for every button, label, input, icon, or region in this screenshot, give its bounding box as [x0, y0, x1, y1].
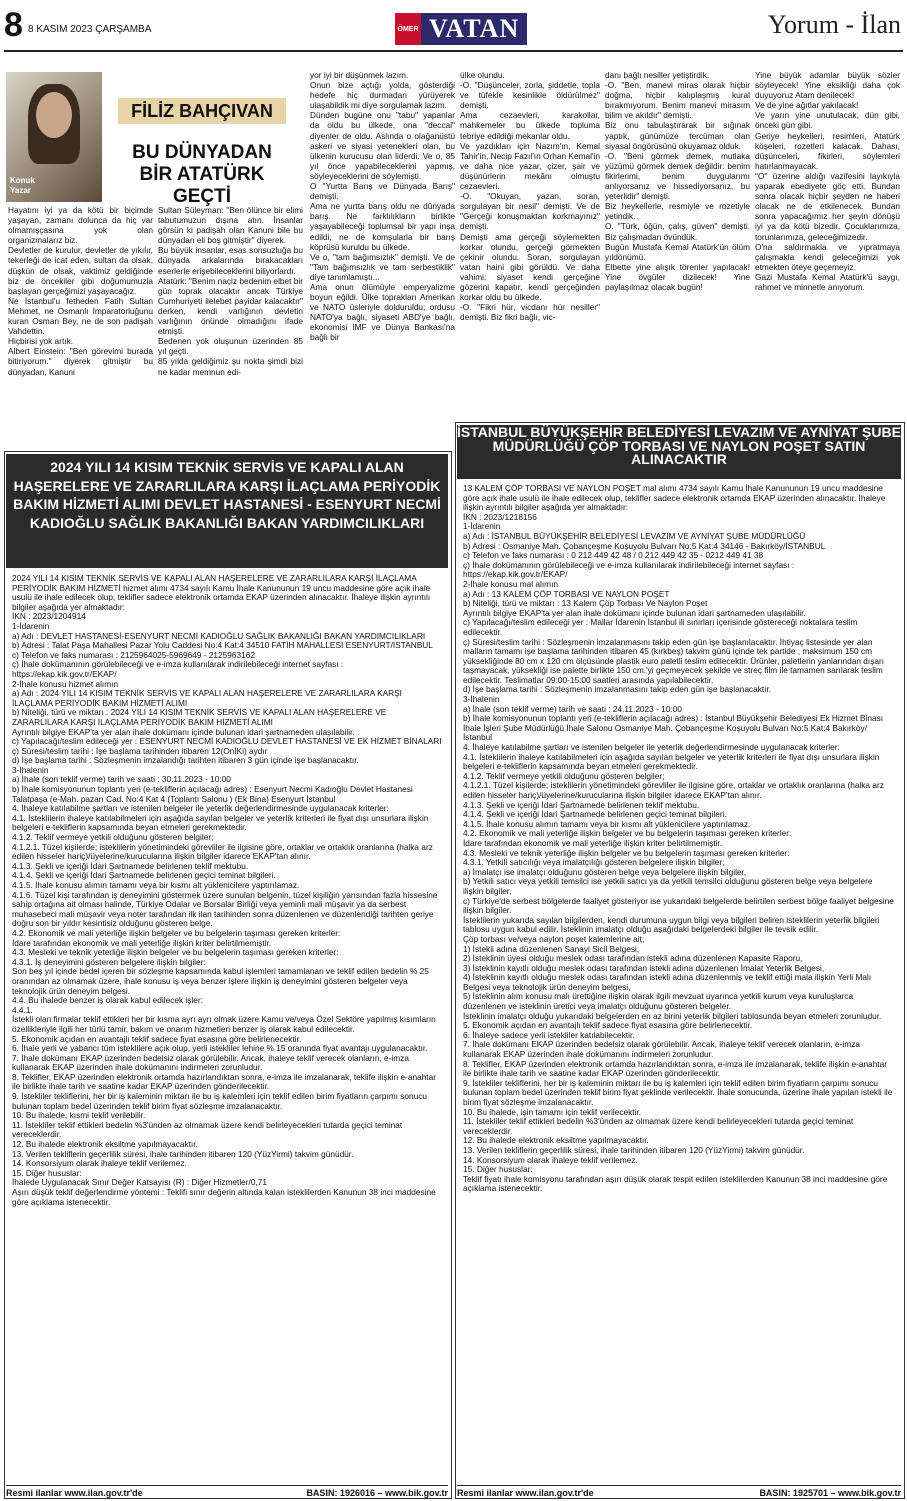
article-title: BU DÜNYADAN BİR ATATÜRK GEÇTİ — [132, 142, 272, 207]
ad-left-footer-left: Resmi ilanlar www.ilan.gov.tr'de — [6, 1488, 143, 1498]
author-photo: Konuk Yazar — [6, 72, 102, 202]
ad-right-footer-left: Resmi ilanlar www.ilan.gov.tr'de — [457, 1488, 594, 1498]
issue-date: 8 KASIM 2023 ÇARŞAMBA — [28, 24, 152, 35]
logo-badge: ÖMER — [395, 13, 421, 45]
article-column-1: Hayatını iyi ya da kötü bir biçimde yaşayan, zamanı dolunca da hiç var olmamışçasına yok olan organizmalarız biz. Devletler de kurulur, devletler de yıkılır, tekerleği de icat eden, sultan da olsak, düşkün de olsak, vaktimiz geldiğinde biz de öncekiler gibi doğumumuzla başlayan gerçeğimizi yaşayacağız. Ne İstanbul'u fetheden Fatih Sultan Mehmet, ne Osmanlı İmparatorluğunu kuran Osman Bey, ne de son padişah Vahdettin. Hiçbirisi yok artık. Albert Einstein: "Ben görevimi burada bitiriyorum." diyerek gitmiştir bu dünyadan, Kanuni — [8, 205, 153, 377]
ad-left-body: 2024 YILI 14 KISIM TEKNİK SERVİS VE KAPALI ALAN HAŞERELERE VE ZARARLILARA KARŞI İLAÇLAMA PERİYODİK BAKIM HİZMETİ hizmet alımı 4734 sayılı Kamu İhale Kanununun 19 uncu maddesine göre açık ihale usulü ile ihale edilecek olup, teklifler sadece elektronik ortamda EKAP üzerinden alınacaktır. İhaleye ilişkin ayrıntılı bilgiler aşağıda yer almaktadır: İKN : 2023/1204914 1-İdarenin a) Adı : DEVLET HASTANESİ-ESENYURT NECMİ KADIOĞLU SAĞLIK BAKANLIĞI BAKAN YARDIMCILIKLARI b) Adresi : Talat Paşa Mahallesi Pazar Yolu Caddesi No:4 Kat:4 34510 FATİH MAHALLESİ ESENYURT/İSTANBUL c) Telefon ve faks numarası : 2125964025-5969649 - 2125963162 ç) İhale dokümanının görülebileceği ve e-imza kullanılarak indirilebileceği internet sayfası : https://ekap.kik.gov.tr/EKAP/ 2-İhale konusu hizmet alımın a) Adı : 2024 YILI 14 KISIM TEKNİK SERVİS VE KAPALI ALAN HAŞERELERE VE ZARARLILARA KARŞI İLAÇLAMA PERİYODİK BAKIM HİZMETİ ALIMI b) Niteliği, türü ve miktarı : 2024 YILI 14 KISIM TEKNİK SERVİS VE KAPALI ALAN HAŞERELERE VE ZARARLILARA KARŞI İLAÇLAMA PERİYODİK BAKIM HİZMETİ ALIMI Ayrıntılı bilgiye EKAP'ta yer alan ihale dokümanı içinde bulunan idari şartnameden ulaşılabilir. c) Yapılacağı/teslim edileceği yer : ESENYURT NECMİ KADIOĞLU DEVLET HASTANESİ VE EK HİZMET BİNALARI ç) Süresi/teslim tarihi : İşe başlama tarihinden itibaren 12(OnİKi) aydır d) İşe başlama tarihi : Sözleşmenin imzalandığı tarihten itibaren 3 gün içinde işe başlanacaktır. 3-İhalenin a) İhale (son teklif verme) tarih ve saati : 30.11.2023 - 10:00 b) İhale komisyonunun toplantı yeri (e-tekliflerin açılacağı adres) : Esenyurt Necmi Kadıoğlu Devlet Hastanesi Talatpaşa (e-Mah. pazarı Cad. No:4 Kat 4 (Toplantı Salonu ) (Ek Bina) Esenyurt İstanbul 4. İhaleye katılabilme şartları ve istenilen belgeler ile yeterlik değerlendirmesinde uygulanacak kriterler: 4.1. İsteklilerin ihaleye katılabilmeleri için aşağıda sayılan belgeler ve yeterlik kriterleri ile fiyat dışı unsurlara ilişkin belgeleri e-tekliflerin kapsamında beyan etmeleri gerekmektedir. 4.1.2. Teklif vermeye yetkili olduğunu gösteren belgiler; 4.1.2.1. Tüzel kişilerde; isteklilerin yönetimindeki görevliler ile ilgisine göre, ortaklar ve ortaklık oranlarına (halka arz edilen hisseler hariç)/üyelerine/kurucularına ilişkin bilgiler idarece EKAP'tan alınır. 4.1.3. Şekli ve içeriği İdari Şartnamede belirlenen teklif mektubu. 4.1.4. Şekli ve içeriği İdari Şartnamede belirlenen geçici teminat bilgileri. 4.1.5. İhale konusu alımın tamamı veya bir kısmı alt yüklenicilere yaptırılamaz. 4.1.6. Tüzel kişi tarafından iş deneyimini göstermek üzere sunulan belgenin, tüzel kişiliğin yarısından fazla hissesine sahip ortağına ait olması halinde, Türkiye Odalar ve Borsalar Birliği veya yeminli mali müşavir ya da serbest muhasebeci mali müşavir veya noter tarafından ilk ilan tarihinden sonra düzenlenen ve düzenlendiği tarihten geriye doğru son bir yıldır kesintisiz olduğunu gösteren belge. 4.2. Ekonomik ve mali yeterliğe ilişkin belgeler ve bu belgelerin taşıması gereken kriterler: İdare tarafından ekonomik ve mali yeterliğe ilişkin kriter belirtilmemiştir. 4.3. Mesleki ve teknik yeterliğe ilişkin belgeler ve bu belgelerin taşıması gereken kriterler: 4.3.1. İş deneyimini gösteren belgelere ilişkin bilgiler: Son beş yıl içinde bedel içeren bir sözleşme kapsamında kabul işlemleri tamamlanan ve teklif edilen bedelin % 25 oranından az olmamak üzere, ihale konusu iş veya benzer işlere ilişkin iş deneyimini gösteren belgeler veya teknolojik ürün deneyim belgesi. 4.4. Bu ihalede benzer iş olarak kabul edilecek işler: 4.4.1. İstekli olan firmalar teklif ettikleri her bir kısma ayrı ayrı olmak üzere Kamu ve/veya Özel Sektöre yapılmış kısımların özellikleriyle ilgili her türlü tamir, bakım ve onarım hizmetleri benzer iş olarak kabul edilecektir. 5. Ekonomik açıdan en avantajlı teklif sadece fiyat esasına göre belirlenecektir. 6. İhale yerli ve yabancı tüm isteklilere açık olup, yerli istekliler lehine % 15 oranında fiyat avantajı uygulanacaktır. 7. İhale dokümanı EKAP üzerinden bedelsiz olarak görülebilir. Ancak, ihaleye teklif verecek olanların, e-imza kullanarak EKAP üzerinden ihale dokümanını indirmeleri zorunludur. 8. Teklifler, EKAP üzerinden elektronik ortamda hazırlandıktan sonra, e-imza ile imzalanarak, teklife ilişkin e-anahtar ile birlikte ihale tarih ve saatine kadar EKAP üzerinden gönderilecektir. 9. İstekliler tekliflerini, her bir iş kaleminin miktarı ile bu iş kalemleri için teklif edilen birim fiyatların çarpımı sonucu bulunan toplam bedel üzerinden teklif birim fiyat sözleşme imzalanacaktır. 10. Bu ihalede, kısmi teklif verilebilir. 11. İstekliler teklif ettikleri bedelin %3'ünden az olmamak üzere kendi belirleyecekleri tutarda geçici teminat vereceklerdir. 12. Bu ihalede elektronik eksiltme yapılmayacaktır. 13. Verilen tekliflerin geçerlilik süresi, ihale tarihinden itibaren 120 (YüzYirmi) takvim günüdür. 14. Konsorsiyum olarak ihaleye teklif verilemez. 15. Diğer hususlar: İhalede Uygulanacak Sınır Değer Katsayısı (R) : Diğer Hizmetler/0,71 Aşırı düşük teklif değerlendirme yöntemi : Teklifi sınır değerin altında kalan isteklilerden Kanunun 38 inci maddesine göre açıklama istenecektir. — [12, 574, 442, 1207]
logo-text: VATAN — [421, 13, 527, 45]
ad-right-footer — [457, 1485, 901, 1500]
ad-right-body: 13 KALEM ÇÖP TORBASI VE NAYLON POŞET mal alımı 4734 sayılı Kamu İhale Kanununun 19 uncu maddesine göre açık ihale usulü ile ihale edilecek olup, teklifler sadece elektronik ortamda EKAP üzerinden alınacaktır. İhaleye ilişkin ayrıntılı bilgiler aşağıda yer almaktadır: İKN : 2023/1218156 1-İdarenin a) Adı : İSTANBUL BÜYÜKŞEHİR BELEDİYESİ LEVAZIM VE AYNİYAT ŞUBE MÜDÜRLÜĞÜ b) Adresi : Osmaniye Mah. Çobançeşme Koşuyolu Bulvarı No:5 Kat:4 34146 - Bakırköy/İSTANBUL c) Telefon ve faks numarası : 0 212 449 42 48 / 0 212 449 42 35 - 0212 449 41 38 ç) İhale dokümanının görülebileceği ve e-imza kullanılarak indirilebileceği internet sayfası : https://ekap.kik.gov.tr/EKAP/ 2-İhale konusu mal alımın a) Adı : 13 KALEM ÇÖP TORBASI VE NAYLON POŞET b) Niteliği, türü ve miktarı : 13 Kalem Çöp Torbası Ve Naylon Poşet Ayrıntılı bilgiye EKAP'ta yer alan ihale dokümanı içinde bulunan idari şartnameden ulaşılabilir. c) Yapılacağı/teslim edileceği yer : Mallar İdarenin İstanbul ili sınırları içerisinde göstereceği noktalara teslim edilecektir. ç) Süresi/teslim tarihi : Sözleşmenin imzalanmasını takip eden gün işe başlanılacaktır. İhtiyaç listesinde yer alan malların tamamı işe başlama tarihinden itibaren 45 (kırkbeş) takvim günü içinde tek partide , maksimum 150 cm yüksekliğinde 80 cm x 120 cm ölçüsünde plastik euro paletli teslim edilecektir. Ürünler, paletlerin yanlarından dışarı taşmayacak, yüksekliği ise palette birlikte 150 cm.'yi geçmeyecek şekilde ve streç film ile tamamen sarılarak teslim edilecektir. Teslimatlar 09:00-15:00 saatleri arasında yapılabilecektir. d) İşe başlama tarihi : Sözleşmenin imzalanmasını takip eden gün işe başlanacaktır. 3-İhalenin a) İhale (son teklif verme) tarih ve saati : 24.11.2023 - 10:00 b) İhale komisyonunun toplantı yeri (e-tekliflerin açılacağı adres) : İstanbul Büyükşehir Belediyesi Ek Hizmet Binası İhale İşleri Şube Müdürlüğü İhale Salonu Osmaniye Mah. Çobançeşme Koşuyolu Bulvarı No:5 Kat:4 Bakırköy/İstanbul 4. İhaleye katılabilme şartları ve istenilen belgeler ile yeterlik değerlendirmesinde uygulanacak kriterler: 4.1. İsteklilerin ihaleye katılabilmeleri için aşağıda sayılan belgeler ve yeterlik kriterleri ile fiyat dışı unsurlara ilişkin belgeleri e-tekliflerin kapsamında beyan etmeleri gerekmektedir. 4.1.2. Teklif vermeye yetkili olduğunu gösteren belgiler; 4.1.2.1. Tüzel kişilerde; isteklilerin yönetimindeki görevliler ile ilgisine göre, ortaklar ve ortaklık oranlarına (halka arz edilen hisseler hariç)/üyelerine/kurucularına ilişkin bilgiler idarece EKAP'tan alınır. 4.1.3. Şekli ve içeriği İdari Şartnamede belirlenen teklif mektubu. 4.1.4. Şekli ve içeriği İdari Şartnamede belirlenen geçici teminat bilgileri. 4.1.5. İhale konusu alımın tamamı veya bir kısmı alt yüklenicilere yaptırılamaz. 4.2. Ekonomik ve mali yeterliğe ilişkin belgeler ve bu belgelerin taşıması gereken kriterler: İdare tarafından ekonomik ve mali yeterliğe ilişkin kriter belirtilmemiştir. 4.3. Mesleki ve teknik yeterliğe ilişkin belgeler ve bu belgelerin taşıması gereken kriterler: 4.3.1. Yetkili satıcılığı veya imalatçılığı gösteren belgelere ilişkin bilgiler; a) İmalatçı ise imalatçı olduğunu gösteren belge veya belgelere ilişkin bilgiler, b) Yetkili satıcı veya yetkili temsilci ise yetkili satıcı ya da yetkili temsilci olduğunu gösteren belge veya belgelere ilişkin bilgiler, c) Türkiye'de serbest bölgelerde faaliyet gösteriyor ise yukarıdaki belgelerde belirtilen serbest bölge faaliyet belgesine ilişkin bilgiler. İsteklilerin yukarıda sayılan bilgilerden, kendi durumuna uygun bilgi veya bilgileri beliren isteklilerin yeterlik bilgileri tablosu uygun kabul edilir. İsteklinin imalatçı olduğu aşağıdaki belgelerdeki bilgiler ile tevsik edilir. Çöp torbası ve/veya naylon poşet kalemlerine ait; 1) İstekli adına düzenlenen Sanayi Sicil Belgesi, 2) İsteklinin üyesi olduğu meslek odası tarafından istekli adına düzenlenen Kapasite Raporu, 3) İsteklinin kayıtlı olduğu meslek odası tarafından istekli adına düzenlenen İmalat Yeterlik Belgesi, 4) İsteklinin kayıtlı olduğu meslek odası tarafından istekli adına düzenlenmiş ve teklif ettiği mala ilişkin Yerli Malı Belgesi veya teknolojik ürün deneyim belgesi, 5) İsteklinin alım konusu malı ürettiğine ilişkin olarak ilgili mevzuat uyarınca yetkili kurum veya kuruluşlarca düzenlenen ve isteklinin üretici veya imalatçı olduğunu gösteren belgeler. İsteklinin imalatçı olduğu yukarıdaki belgelerden en az birini yeterlik bilgileri tablosunda beyan etmeleri zorunludur. 5. Ekonomik açıdan en avantajlı teklif sadece fiyat esasına göre belirlenecektir. 6. İhaleye sadece yerli istekliler katılabilecektir. 7. İhale dokümanı EKAP üzerinden bedelsiz olarak görülebilir. Ancak, ihaleye teklif verecek olanların, e-imza kullanarak EKAP üzerinden ihale dokümanını indirmeleri zorunludur. 8. Teklifler, EKAP üzerinden elektronik ortamda hazırlandıktan sonra, e-imza ile imzalanarak, teklife ilişkin e-anahtar ile birlikte ihale tarih ve saatine kadar EKAP üzerinden gönderilecektir. 9. İstekliler tekliflerini, her bir iş kaleminin miktarı ile bu iş kalemleri için teklif edilen birim fiyatların çarpımı sonucu bulunan toplam bedel üzerinden teklif birim fiyat şeklinde verilecektir. İhale sonucunda, üzerine ihale yapılan istekli ile birim fiyat sözleşme imzalanacaktır. 10. Bu ihalede, işin tamamı için teklif verilecektir. 11. İstekliler teklif ettikleri bedelin %3'ünden az olmamak üzere kendi belirleyecekleri tutarda geçici teminat vereceklerdir. 12. Bu ihalede elektronik eksiltme yapılmayacaktır. 13. Verilen tekliflerin geçerlilik süresi, ihale tarihinden itibaren 120 (YüzYirmi) takvim günüdür. 14. Konsorsiyum olarak ihaleye teklif verilemez. 15. Diğer hususlar: Teklif fiyatı ihale komisyonu tarafından aşırı düşük olarak tespit edilen isteklilerden Kanunun 38 inci maddesine göre açıklama istenecektir. — [463, 484, 894, 1194]
header-divider — [4, 50, 903, 52]
article-column-2: Sultan Süleyman: "Ben ölünce bir elimi tabutumuzun dışına atın. İnsanlar görsün ki padişah olan Kanuni bile bu dünyadan eli boş gitmiştir" diyerek. Bu büyük insanlar, esas sonsuzluğa bu dünyada arkalarında bırakacakları eserlerle erişebileceklerini biliyorlardı. Atatürk: "Benim naçiz bedenim elbet bir gün toprak olacaktır ancak Türkiye Cumhuriyeti ilelebet payidar kalacaktır" derken, kendi varlığının devletin varlığının önünde olmadığını ifade etmişti. Bedenen yok oluşunun üzerinden 85 yıl geçti. 85 yılda geldiğimiz şu nokta şimdi bizi ne kadar memnun edi- — [158, 205, 303, 377]
page-header — [0, 0, 907, 58]
section-title: Yorum - İlan — [767, 10, 901, 39]
page-number: 8 — [4, 6, 23, 44]
ad-right-title: İSTANBUL BÜYÜKŞEHİR BELEDİYESİ LEVAZIM VE AYNİYAT ŞUBE MÜDÜRLÜĞÜ ÇÖP TORBASI VE NAYLON POŞET SATIN ALINACAKTIR — [457, 425, 901, 479]
ad-left-footer — [6, 1485, 448, 1500]
article-column-6: Yine büyük adamlar büyük sözler söyleyecek! Yine eksikliği daha çok duyuyoruz Atam denilecek! Ve de yine ağıtlar yakılacak! Ve yarın yine unutulacak, dün gibi, önceki gün gibi. Geriye heykelleri, resimleri, Atatürk köşeleri, rozetleri kalacak. Dahası, düşünceleri, fikirleri, söylemleri hatırlanmayacak. "O" üzerine aldığı vazifesini layıkıyla yaparak ebediyete göç etti. Bundan sonra olacak hiçbir şeyden ne haberi olacak ne de etkilenecek. Bundan sonra yapacağımız her şeyin dönüşü iyi ya da kötü bizedir. Çocuklarımıza, torunlarımıza, geleceğimizedir. O'na saldırmakla ve yıpratmaya çalışmakla kendi geleceğimizi yok etmekten öteye geçemeyiz. Gazi Mustafa Kemal Atatürk'ü saygı, rahmet ve minnetle anıyorum. — [755, 70, 900, 292]
article-column-5: danı bağlı nesiller yetiştirdik. -O. "Ben, manevi miras olarak hiçbir doğma, hiçbir kalıplaşmış kural bırakmıyorum. Benim manevi mirasım bilim ve akıldır" demişti. Biz onu tabulaştırarak bir sığınak yaptık, günümüze tercüman olan siyasal öngörüsünü okuyamaz olduk. -O. "Beni görmek demek, mutlaka yüzümü görmek demek değildir: benim fikirlerimi, benim duygularımı anlıyorsanız ve hissediyorsanız, bu yeterlidir" demişti. Biz heykellerle, resmiyle ve rozetiyle yetindik. O. "Türk, öğün, çalış, güven" demişti. Biz çalışmadan övündük. Bugün Mustafa Kemal Atatürk'ün ölüm yıldönümü. Elbette yine alışık törenler yapılacak! Yine övgüler dizilecek! Yine paylaşılmaz olacak bugün! — [605, 70, 750, 292]
ad-right-footer-right: BASIN: 1925701 – www.bik.gov.tr — [759, 1488, 901, 1498]
newspaper-logo — [395, 12, 527, 46]
article-column-4: ülke olundu. -O. "Düşünceler, zorla, şiddetle, topla ve tüfekle kesinlikle öldürülmez" demişti. Ama cezaevleri, karakollar, mahkemeler bu ülkede topluma tebriye edildiği mekanlar oldu. Ve yazdıkları için Nazım'ın, Kemal Tahir'in, Necip Fazıl'ın Orhan Kemal'in ve daha nice yazar, çizer, şair ve düşünürlerin mekânı olmuştu cezaevleri. -O. "Okuyan, yazan, soran, sorgulayan bir nesil" demişti. Ve de "Gerçeği konuşmaktan korkmayınız" demişti. Demişti ama gerçeği söylemekten korkar olundu, gerçeği görmekten çekinir olundu. Soran, sorgulayan vatan haini gibi görüldü. Ve daha vahimi: siyaset kendi gerçeğine gözerini kapatır, kendi gerçeğinden korkar oldu bu ülkede. -O. "Fikri hür, vicdanı hür nesiller" demişti. Biz fikri bağlı, vic- — [460, 70, 600, 323]
ad-left-title: 2024 YILI 14 KISIM TEKNİK SERVİS VE KAPALI ALAN HAŞERELERE VE ZARARLILARA KARŞI İLAÇLAMA PERİYODİK BAKIM HİZMETİ ALIMI DEVLET HASTANESİ - ESENYURT NECMİ KADIOĞLU SAĞLIK BAKANLIĞI BAKAN YARDIMCILIKLARI — [6, 454, 448, 568]
author-name: FİLİZ BAHÇIVAN — [118, 98, 286, 124]
article-column-3: yor iyi bir düşünmek lazım. Onun bize açtığı yolda, gösterdiği hedefe hiç durmadan yürüyerek ulaşabildik mi diye sorgulamak lazım. Dünden bugüne onu "tabu" yapanlar da oldu bu ülkede, ona "deccal" diyenler de oldu. Aslında o olağanüstü askeri ve siyasi yetenekleri olan, bu ülkenin kurucusu olan liderdi. Ve o, 85 yıl önce yapabileceklerini yapmış, söyleyeceklerini de söylemişti. O "Yurtta Barış ve Dünyada Barış" demişti. Ama ne yurtta barış oldu ne dünyada barış. Ne farklılıkların birlikte yaşayabileceği toplumsal bir yapı inşa edildi, ne de komşularla bir barış köprüsü kuruldu bu ülkede. Ve o, "tam bağımsızlık" demişti. Ve de "Tam bağımsızlık ve tam serbestiklik" diye tanımlamıştı... Ama onun ölümüyle emperyalizme boyun eğildi. Ülke toprakları Amerikan ve NATO üsleriyle dolduruldu; ordusu NATO'ya bağlı, siyaseti ABD'ye bağlı, ekonomisi IMF ve Dünya Bankası'na bağlı bir — [310, 70, 455, 343]
ad-left-footer-right: BASIN: 1926016 – www.bik.gov.tr — [306, 1488, 448, 1498]
